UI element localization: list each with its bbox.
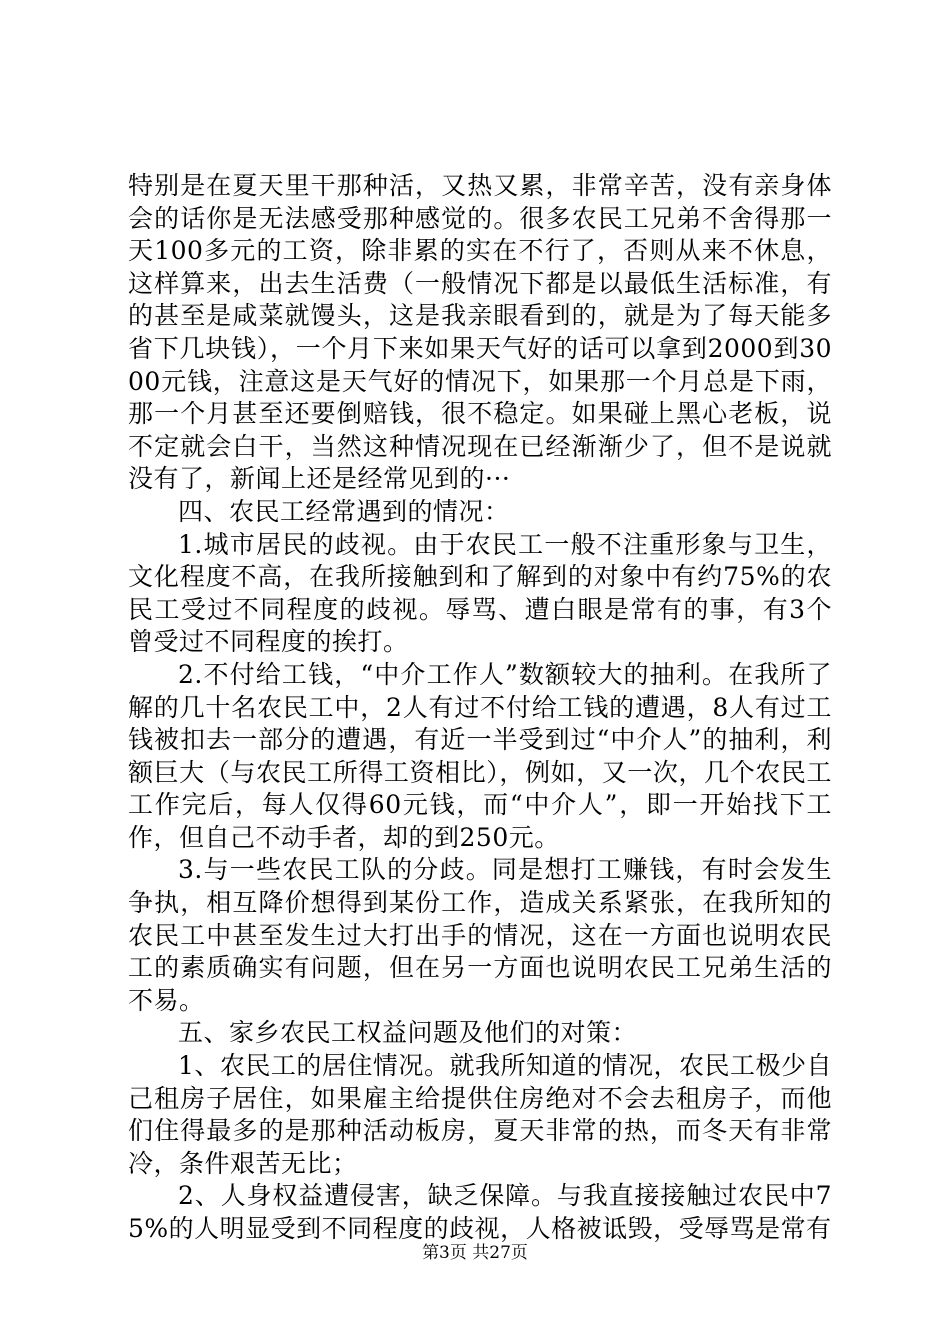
paragraph-unpaid-wages: 2.不付给工钱，“中介工作人”数额较大的抽利。在我所了解的几十名农民工中，2人有过不付给工钱的遭遇，8人有过工钱被扣去一部分的遭遇，有近一半受到过“中介人”的抽利，利额巨大（与农民工所得工资相比），例如，又一次，几个农民工工作完后，每人仅得60元钱，而“中介人”，即一开始找下工作，但自己不动手者，却的到250元。	[128, 659, 832, 852]
section-heading-4: 四、农民工经常遇到的情况：	[178, 496, 510, 526]
paragraph-housing: 1、农民工的居住情况。就我所知道的情况，农民工极少自己租房子居住，如果雇主给提供住房绝对不会去租房子，而他们住得最多的是那种活动板房，夏天非常的热，而冬天有非常冷，条件艰苦无比；	[128, 1051, 832, 1178]
page-number-footer: 第3页 共27页	[422, 1243, 528, 1263]
paragraph-discrimination: 1.城市居民的歧视。由于农民工一般不注重形象与卫生，文化程度不高，在我所接触到和了解到的对象中有约75%的农民工受过不同程度的歧视。辱骂、遭白眼是常有的事，有3个曾受过不同程度的挨打。	[128, 529, 832, 657]
document-body	[128, 170, 832, 1246]
paragraph-personal-rights: 2、人身权益遭侵害，缺乏保障。与我直接接触过农民中75%的人明显受到不同程度的歧视，人格被诋毁，受辱骂是常有	[128, 1181, 832, 1243]
paragraph-continuation: 特别是在夏天里干那种活，又热又累，非常辛苦，没有亲身体会的话你是无法感受那种感觉的。很多农民工兄弟不舍得那一天100多元的工资，除非累的实在不行了，否则从来不休息，这样算来，出去生活费（一般情况下都是以最低生活标准，有的甚至是咸菜就馒头，这是我亲眼看到的，就是为了每天能多省下几块钱），一个月下来如果天气好的话可以拿到2000到3000元钱，注意这是天气好的情况下，如果那一个月总是下雨，那一个月甚至还要倒赔钱，很不稳定。如果碰上黑心老板，说不定就会白干，当然这种情况现在已经渐渐少了，但不是说就没有了，新闻上还是经常见到的···	[128, 171, 832, 494]
section-heading-5: 五、家乡农民工权益问题及他们的对策：	[178, 1018, 638, 1048]
paragraph-team-disputes: 3.与一些农民工队的分歧。同是想打工赚钱，有时会发生争执，相互降价想得到某份工作，造成关系紧张，在我所知的农民工中甚至发生过大打出手的情况，这在一方面也说明农民工的素质确实有问题，但在另一方面也说明农民工兄弟生活的不易。	[128, 855, 832, 1015]
